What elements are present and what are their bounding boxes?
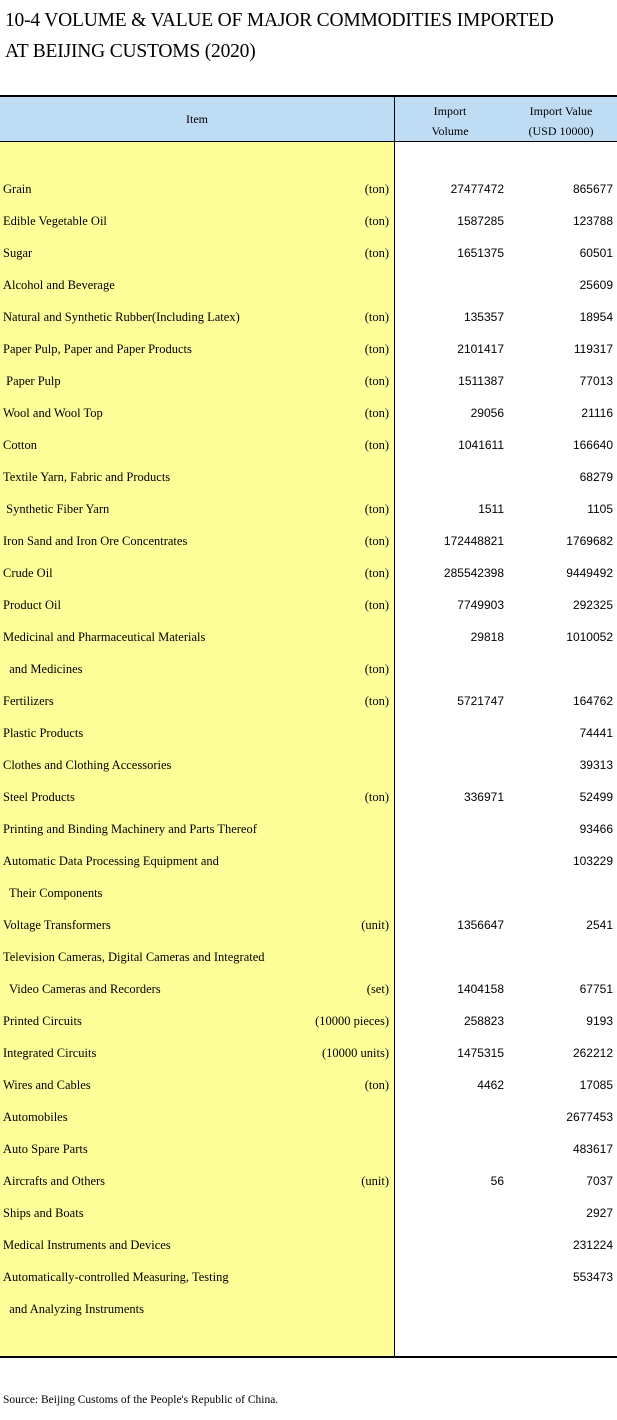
row-item: Medical Instruments and Devices	[3, 1238, 171, 1252]
row-unit: (ton)	[364, 406, 389, 420]
row-unit: (ton)	[364, 566, 389, 580]
table-row	[0, 1037, 617, 1069]
table-row	[0, 717, 617, 749]
row-unit: (ton)	[364, 694, 389, 708]
row-import-volume: 135357	[463, 310, 504, 324]
row-import-value: 39313	[579, 758, 613, 772]
row-item: Printing and Binding Machinery and Parts Thereof	[3, 822, 257, 836]
row-item: Video Cameras and Recorders	[3, 982, 161, 996]
table-row	[0, 877, 617, 909]
row-item: Integrated Circuits	[3, 1046, 97, 1060]
row-import-value: 483617	[572, 1142, 613, 1156]
table-row	[0, 621, 617, 653]
row-item: Auto Spare Parts	[3, 1142, 88, 1156]
row-item: and Medicines	[3, 662, 83, 676]
table-row	[0, 653, 617, 685]
row-import-value: 553473	[572, 1270, 613, 1284]
row-import-volume: 285542398	[443, 566, 504, 580]
header-import-volume	[395, 101, 505, 141]
row-unit: (ton)	[364, 598, 389, 612]
header-value-line-1: Import Value	[529, 104, 593, 118]
row-import-value: 2927	[586, 1206, 613, 1220]
table-row	[0, 397, 617, 429]
row-import-value: 166640	[572, 438, 613, 452]
row-item: Ships and Boats	[3, 1206, 84, 1220]
row-import-value: 2541	[586, 918, 613, 932]
row-item: Alcohol and Beverage	[3, 278, 115, 292]
table-row	[0, 813, 617, 845]
table-row	[0, 429, 617, 461]
row-import-volume: 27477472	[450, 182, 504, 196]
row-import-value: 77013	[579, 374, 613, 388]
row-item: Synthetic Fiber Yarn	[3, 502, 110, 516]
table-row	[0, 173, 617, 205]
row-import-value: 74441	[579, 726, 613, 740]
table-row	[0, 301, 617, 333]
table-row	[0, 685, 617, 717]
row-import-volume: 172448821	[443, 534, 504, 548]
row-item: Clothes and Clothing Accessories	[3, 758, 172, 772]
row-item: Medicinal and Pharmaceutical Materials	[3, 630, 206, 644]
table-row	[0, 269, 617, 301]
row-import-volume: 1511387	[458, 374, 504, 388]
table-row	[0, 557, 617, 589]
row-item: Natural and Synthetic Rubber(Including Latex)	[3, 310, 240, 324]
row-unit: (ton)	[364, 662, 389, 676]
table-row	[0, 1229, 617, 1261]
row-import-value: 9449492	[566, 566, 613, 580]
row-item: Automatically-controlled Measuring, Testing	[3, 1270, 229, 1284]
header-item: Item	[186, 112, 208, 126]
row-import-value: 52499	[579, 790, 613, 804]
table-row	[0, 781, 617, 813]
row-unit: (ton)	[364, 342, 389, 356]
row-unit: (unit)	[361, 918, 389, 932]
row-item: Plastic Products	[3, 726, 84, 740]
row-unit: (ton)	[364, 438, 389, 452]
row-item: Textile Yarn, Fabric and Products	[3, 470, 171, 484]
row-unit: (ton)	[364, 790, 389, 804]
row-unit: (unit)	[361, 1174, 389, 1188]
row-item: Fertilizers	[3, 694, 54, 708]
row-item: Grain	[3, 182, 32, 196]
row-import-volume: 336971	[463, 790, 504, 804]
row-unit: (10000 units)	[321, 1046, 389, 1060]
table-row	[0, 1069, 617, 1101]
table-header	[0, 95, 617, 142]
row-import-volume: 29818	[470, 630, 504, 644]
row-import-value: 21116	[581, 406, 613, 420]
row-import-value: 262212	[572, 1046, 613, 1060]
row-import-value: 1010052	[566, 630, 613, 644]
table-row	[0, 845, 617, 877]
row-import-value: 25609	[579, 278, 613, 292]
row-import-value: 68279	[579, 470, 613, 484]
row-item: Crude Oil	[3, 566, 53, 580]
row-unit: (ton)	[364, 310, 389, 324]
row-import-value: 123788	[572, 214, 613, 228]
table-row	[0, 237, 617, 269]
table-row	[0, 1101, 617, 1133]
row-import-value: 93466	[579, 822, 613, 836]
row-import-volume: 1587285	[457, 214, 504, 228]
table-row	[0, 205, 617, 237]
table-row	[0, 749, 617, 781]
row-item: Voltage Transformers	[3, 918, 111, 932]
header-import-value	[505, 101, 617, 141]
row-item: Paper Pulp, Paper and Paper Products	[3, 342, 192, 356]
row-item: Television Cameras, Digital Cameras and Integrated	[3, 950, 265, 964]
table-row	[0, 1197, 617, 1229]
row-unit: (set)	[366, 982, 389, 996]
row-import-value: 231224	[572, 1238, 613, 1252]
row-import-volume: 1041611	[458, 438, 504, 452]
row-import-volume: 1356647	[457, 918, 504, 932]
row-import-volume: 4462	[477, 1078, 504, 1092]
page-title	[5, 5, 613, 67]
row-import-volume: 5721747	[457, 694, 504, 708]
table-row	[0, 973, 617, 1005]
row-item: Their Components	[3, 886, 103, 900]
row-import-volume: 7749903	[457, 598, 504, 612]
row-item: Edible Vegetable Oil	[3, 214, 107, 228]
header-volume-line-1: Import	[433, 104, 467, 118]
row-import-value: 103229	[572, 854, 613, 868]
row-import-volume: 1475315	[457, 1046, 504, 1060]
row-item: Steel Products	[3, 790, 75, 804]
table-row	[0, 1261, 617, 1293]
row-item: Automatic Data Processing Equipment and	[3, 854, 219, 868]
row-import-value: 119317	[573, 342, 613, 356]
row-item: Aircrafts and Others	[3, 1174, 106, 1188]
title-line-1: 10-4 VOLUME & VALUE OF MAJOR COMMODITIES IMPORTED	[5, 10, 554, 31]
row-import-value: 865677	[572, 182, 613, 196]
title-line-2: AT BEIJING CUSTOMS (2020)	[5, 41, 256, 62]
row-import-volume: 56	[490, 1174, 504, 1188]
row-import-volume: 2101417	[457, 342, 504, 356]
row-item: Wool and Wool Top	[3, 406, 103, 420]
row-unit: (ton)	[364, 246, 389, 260]
row-item: Printed Circuits	[3, 1014, 82, 1028]
row-import-value: 1769682	[566, 534, 613, 548]
row-unit: (10000 pieces)	[315, 1014, 389, 1028]
row-item: Product Oil	[3, 598, 61, 612]
row-item: and Analyzing Instruments	[3, 1302, 144, 1316]
header-value-line-2: (USD 10000)	[528, 124, 594, 138]
row-import-value: 7037	[586, 1174, 613, 1188]
row-import-value: 292325	[572, 598, 613, 612]
row-import-volume: 1651375	[457, 246, 504, 260]
row-import-value: 1105	[587, 502, 613, 516]
table-row	[0, 1133, 617, 1165]
row-import-value: 164762	[572, 694, 613, 708]
row-item: Paper Pulp	[3, 374, 61, 388]
row-import-value: 18954	[579, 310, 613, 324]
table-body	[0, 142, 617, 1358]
row-unit: (ton)	[364, 534, 389, 548]
row-unit: (ton)	[364, 182, 389, 196]
source-note: Source: Beijing Customs of the People's Republic of China.	[3, 1394, 279, 1406]
table-row	[0, 909, 617, 941]
row-import-value: 60501	[579, 246, 613, 260]
table-row	[0, 365, 617, 397]
row-import-value: 9193	[586, 1014, 613, 1028]
row-item: Wires and Cables	[3, 1078, 91, 1092]
table-row	[0, 1005, 617, 1037]
table-row	[0, 493, 617, 525]
table-row	[0, 1293, 617, 1325]
row-import-value: 67751	[579, 982, 613, 996]
row-item: Automobiles	[3, 1110, 68, 1124]
row-import-volume: 258823	[463, 1014, 504, 1028]
row-unit: (ton)	[364, 502, 389, 516]
table-row	[0, 1165, 617, 1197]
table-row	[0, 461, 617, 493]
table-row	[0, 941, 617, 973]
row-import-value: 17085	[579, 1078, 613, 1092]
row-unit: (ton)	[364, 1078, 389, 1092]
row-import-volume: 1511	[478, 502, 504, 516]
table-row	[0, 333, 617, 365]
row-item: Sugar	[3, 246, 33, 260]
table-row	[0, 589, 617, 621]
row-unit: (ton)	[364, 214, 389, 228]
row-unit: (ton)	[364, 374, 389, 388]
row-import-volume: 1404158	[457, 982, 504, 996]
commodities-table	[0, 95, 617, 1358]
table-row	[0, 525, 617, 557]
row-import-volume: 29056	[470, 406, 504, 420]
header-volume-line-2: Volume	[431, 124, 469, 138]
row-import-value: 2677453	[566, 1110, 613, 1124]
row-item: Cotton	[3, 438, 38, 452]
row-item: Iron Sand and Iron Ore Concentrates	[3, 534, 188, 548]
